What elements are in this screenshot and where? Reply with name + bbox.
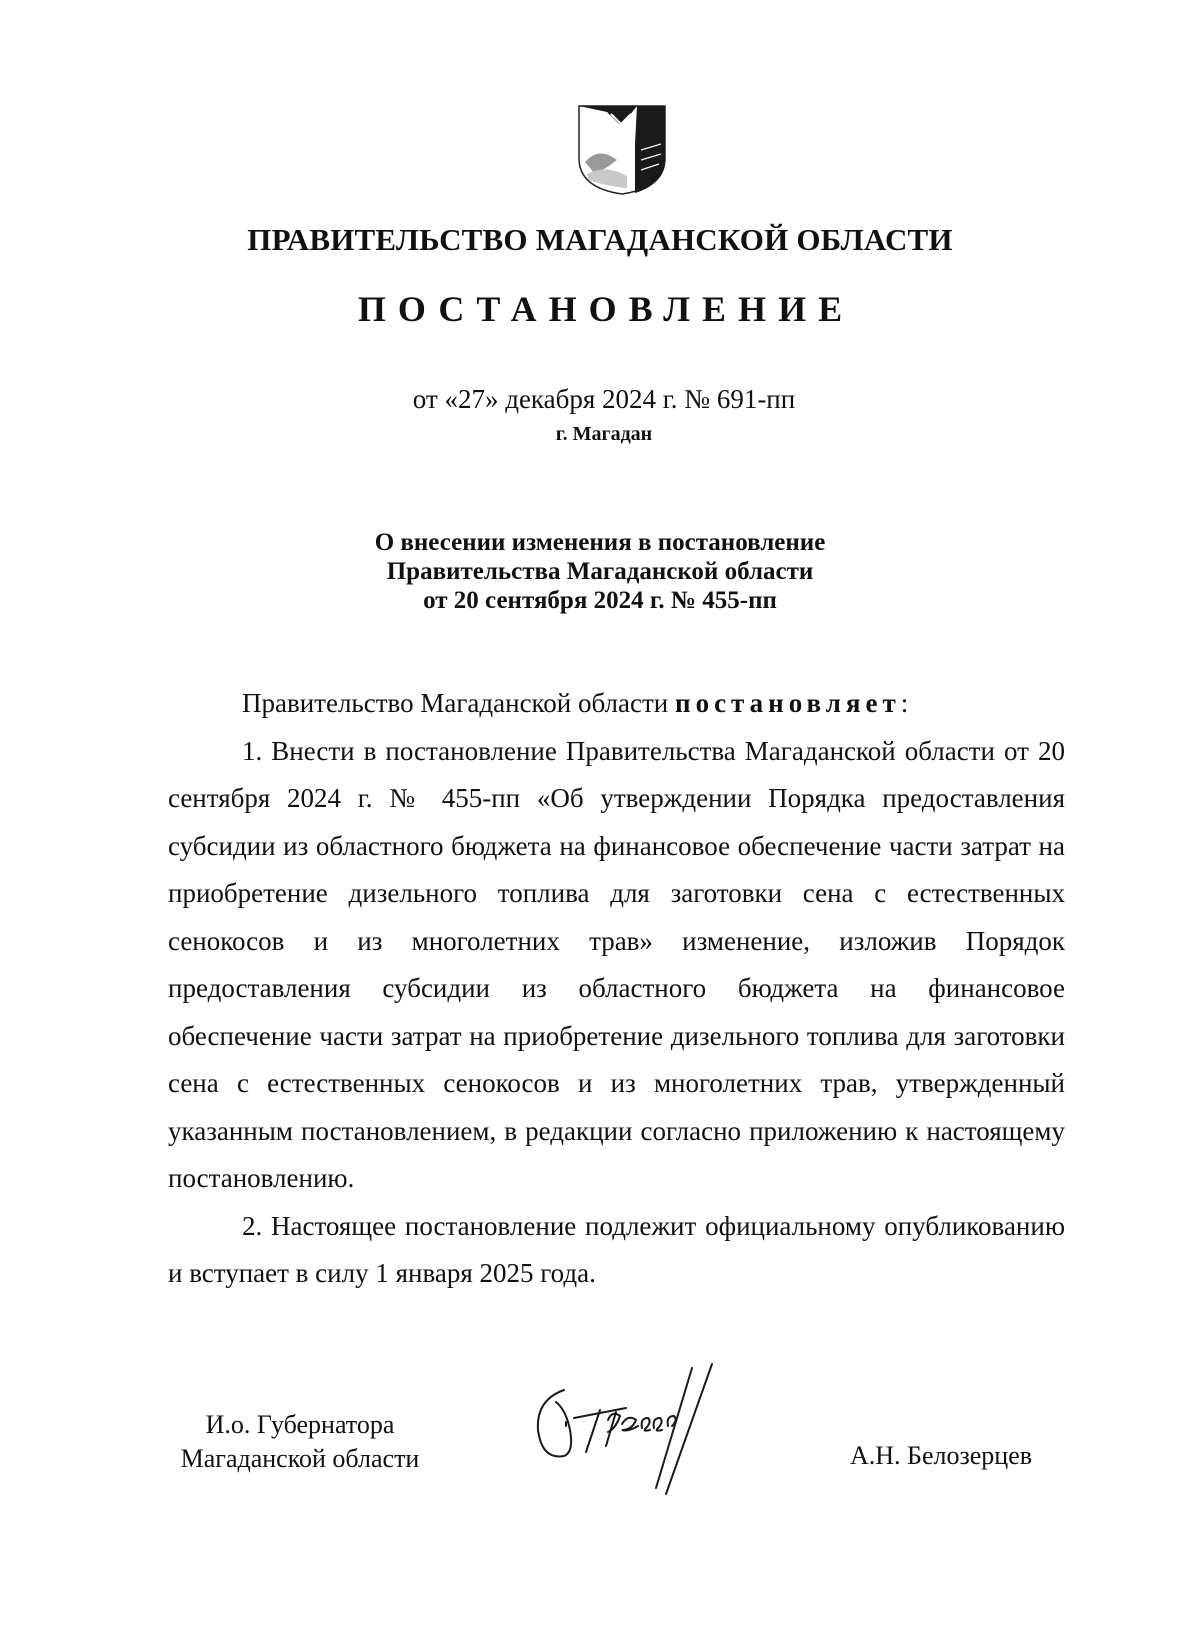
position-line: Магаданской области [180, 1444, 420, 1473]
subject-line: Правительства Магаданской области [386, 558, 814, 585]
signatory-name: А.Н. Белозерцев [850, 1441, 1033, 1470]
document-city: г. Магадан [555, 423, 653, 445]
document-body [168, 680, 1065, 1298]
preamble-text: Правительство Магаданской области [242, 688, 669, 718]
preamble-colon: : [900, 688, 909, 718]
subject-line: от 20 сентября 2024 г. № 455-пп [423, 587, 777, 614]
position-line: И.о. Губернатора [205, 1410, 395, 1439]
handwritten-signature [516, 1360, 776, 1510]
preamble-verb: постановляет [675, 688, 901, 718]
organization-title: ПРАВИТЕЛЬСТВО МАГАДАНСКОЙ ОБЛАСТИ [247, 222, 953, 257]
subject-line: О внесении изменения в постановление [374, 529, 826, 556]
document-subject [0, 528, 1200, 615]
document-type-title: ПОСТАНОВЛЕНИЕ [357, 289, 855, 329]
paragraph-item-1: 1. Внести в постановление Правительства Магаданской области от 20 сентября 2024 г. № 455-пп «Об утверждении Порядка предоставления субсидии из областного бюджета на финансовое обеспечение части затрат на приобретение дизельного топлива для заготовки сена с естественных сенокосов и из многолетних трав» изменение, изложив Порядок предоставления субсидии из областного бюджета на финансовое обеспечение части затрат на приобретение дизельного топлива для заготовки сена с естественных сенокосов и из многолетних трав, утвержденный указанным постановлением, в редакции согласно приложению к настоящему постановлению. [168, 735, 1065, 1193]
preamble-paragraph [168, 680, 1065, 728]
paragraph-item-2: 2. Настоящее постановление подлежит официальному опубликованию и вступает в силу 1 января 2025 года. [168, 1210, 1065, 1288]
coat-of-arms-emblem [577, 104, 667, 196]
document-date-number: от «27» декабря 2024 г. № 691-пп [412, 384, 796, 414]
signatory-position [150, 1408, 450, 1476]
